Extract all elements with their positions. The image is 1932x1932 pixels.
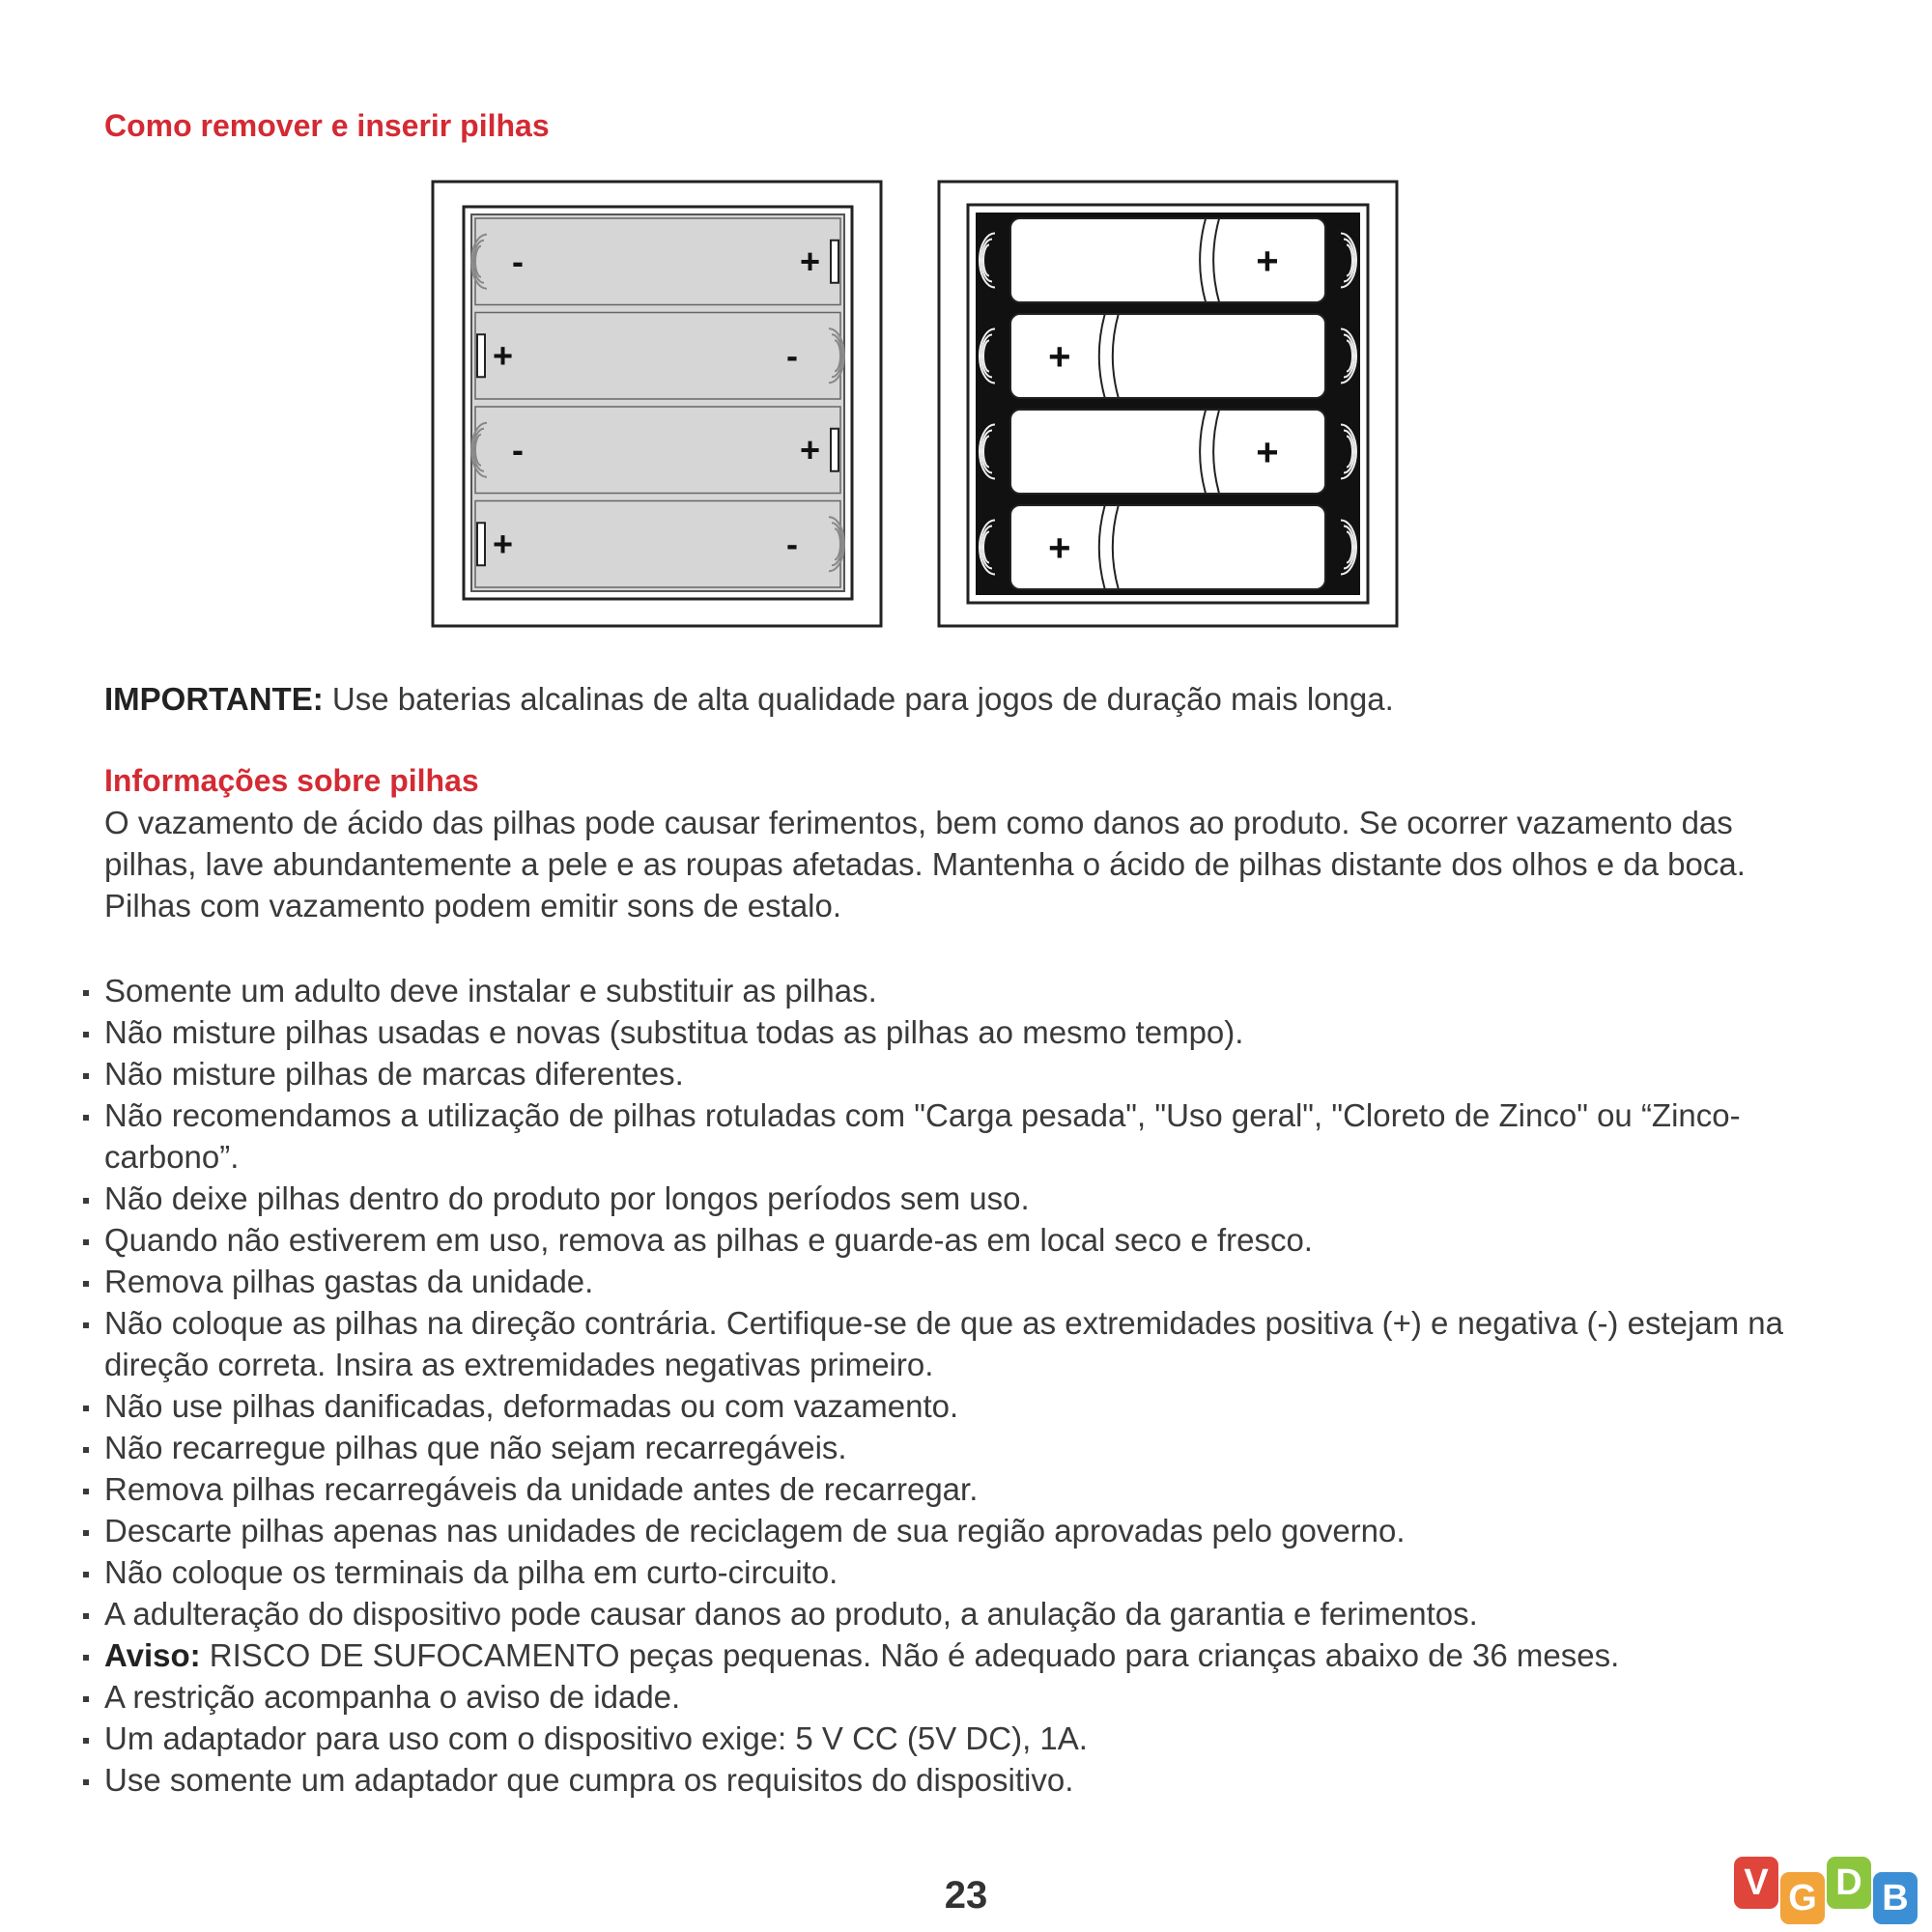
polarity-label: + xyxy=(1048,526,1071,570)
list-item: Não deixe pilhas dentro do produto por longos períodos sem uso. xyxy=(83,1178,1832,1219)
important-text: Use baterias alcalinas de alta qualidade para jogos de duração mais longa. xyxy=(323,681,1394,717)
polarity-label: - xyxy=(786,524,798,564)
polarity-label: - xyxy=(786,335,798,376)
polarity-label: + xyxy=(493,335,514,376)
list-item: Não misture pilhas de marcas diferentes. xyxy=(83,1053,1832,1094)
list-item: Somente um adulto deve instalar e substituir as pilhas. xyxy=(83,970,1832,1011)
warning-text: RISCO DE SUFOCAMENTO peças pequenas. Não é adequado para crianças abaixo de 36 meses. xyxy=(200,1637,1620,1673)
flat-contact xyxy=(477,523,485,565)
polarity-label: - xyxy=(512,241,524,281)
polarity-label: + xyxy=(1256,240,1279,283)
logo-letter: B xyxy=(1873,1872,1918,1924)
important-note xyxy=(104,681,1394,718)
important-label: IMPORTANTE: xyxy=(104,681,324,717)
polarity-label: + xyxy=(800,429,821,469)
page-number: 23 xyxy=(944,1874,988,1917)
list-item: Não recomendamos a utilização de pilhas rotuladas com "Carga pesada", "Uso geral", "Cloreto de Zinco" ou “Zinco-carbono”. xyxy=(83,1094,1832,1178)
empty-battery-compartment-figure xyxy=(431,180,883,628)
warning-item xyxy=(83,1634,1832,1676)
battery-slot xyxy=(475,218,840,305)
polarity-label: - xyxy=(512,429,524,469)
list-item: Remova pilhas recarregáveis da unidade antes de recarregar. xyxy=(83,1468,1832,1510)
polarity-label: + xyxy=(800,241,821,281)
polarity-label: + xyxy=(493,524,514,564)
full-battery-compartment-figure xyxy=(937,180,1399,628)
list-item: A restrição acompanha o aviso de idade. xyxy=(83,1676,1832,1718)
polarity-label: + xyxy=(1048,335,1071,379)
battery-slot xyxy=(475,407,840,494)
list-item: Use somente um adaptador que cumpra os requisitos do dispositivo. xyxy=(83,1759,1832,1801)
logo-letter: D xyxy=(1827,1857,1871,1909)
list-item: Não coloque as pilhas na direção contrária. Certifique-se de que as extremidades positiva (+) e negativa (-) estejam na direção correta. Insira as extremidades negativas primeiro. xyxy=(83,1302,1832,1385)
flat-contact xyxy=(831,429,838,471)
list-item: Não use pilhas danificadas, deformadas ou com vazamento. xyxy=(83,1385,1832,1427)
flat-contact xyxy=(831,241,838,283)
list-item: Quando não estiverem em uso, remova as pilhas e guarde-as em local seco e fresco. xyxy=(83,1219,1832,1261)
flat-contact xyxy=(477,334,485,377)
section-heading-battery-info: Informações sobre pilhas xyxy=(104,763,479,798)
warning-label: Aviso: xyxy=(104,1637,201,1673)
list-item: Um adaptador para uso com o dispositivo exige: 5 V CC (5V DC), 1A. xyxy=(83,1718,1832,1759)
section-heading-remove-insert: Como remover e inserir pilhas xyxy=(104,108,550,143)
list-item: Descarte pilhas apenas nas unidades de reciclagem de sua região aprovadas pelo governo. xyxy=(83,1510,1832,1551)
battery-info-intro: O vazamento de ácido das pilhas pode causar ferimentos, bem como danos ao produto. Se ocorrer vazamento das pilhas, lave abundantemente a pele e as roupas afetadas. Mantenha o ácido de pilhas distante dos olhos e da boca. Pilhas com vazamento podem emitir sons de estalo. xyxy=(104,805,1746,923)
list-item: A adulteração do dispositivo pode causar danos ao produto, a anulação da garantia e ferimentos. xyxy=(83,1593,1832,1634)
logo-letter: V xyxy=(1734,1857,1778,1909)
polarity-label: + xyxy=(1256,431,1279,474)
battery-safety-list xyxy=(83,970,1832,1801)
logo-letter: G xyxy=(1780,1872,1825,1924)
list-item: Não coloque os terminais da pilha em curto-circuito. xyxy=(83,1551,1832,1593)
vgdb-logo xyxy=(1734,1855,1927,1928)
list-item: Remova pilhas gastas da unidade. xyxy=(83,1261,1832,1302)
list-item: Não recarregue pilhas que não sejam recarregáveis. xyxy=(83,1427,1832,1468)
list-item: Não misture pilhas usadas e novas (substitua todas as pilhas ao mesmo tempo). xyxy=(83,1011,1832,1053)
